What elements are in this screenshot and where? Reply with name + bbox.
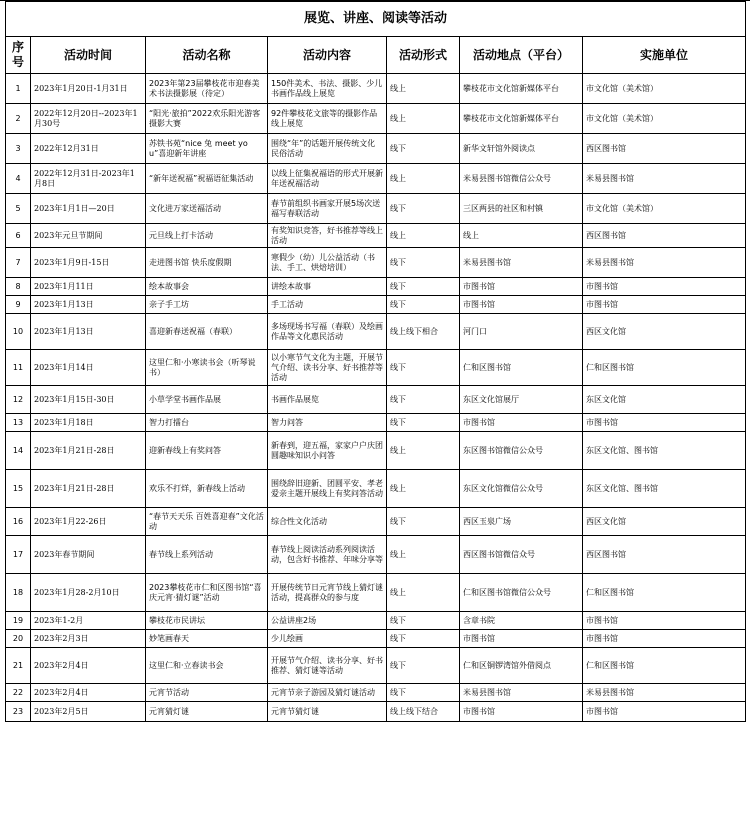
- activity-location-cell: 河门口: [460, 314, 583, 350]
- activity-time-cell: 2023年2月3日: [31, 630, 146, 648]
- activity-location-cell: 三区两县的社区和村镇: [460, 194, 583, 224]
- activity-content-cell: 春节线上阅读活动系列阅读活动，包含好书推荐、年味分享等: [268, 536, 387, 574]
- activity-content-cell: 开展节气介绍、读书分享、好书推荐、猜灯谜等活动: [268, 648, 387, 684]
- table-row: [6, 684, 746, 702]
- activity-format-cell: 线上: [387, 224, 460, 248]
- table-row: [6, 702, 746, 722]
- activity-time-cell: 2023年1-2月: [31, 612, 146, 630]
- table-row: [6, 314, 746, 350]
- activity-format-cell: 线上: [387, 432, 460, 470]
- column-header: 活动地点（平台）: [460, 37, 583, 74]
- activity-content-cell: 少儿绘画: [268, 630, 387, 648]
- organizer-cell: 东区文化馆、图书馆: [583, 432, 746, 470]
- activity-table: [5, 1, 746, 722]
- column-header: 序号: [6, 37, 31, 74]
- table-row: [6, 224, 746, 248]
- row-index-cell: 18: [6, 574, 31, 612]
- activity-name-cell: 这里仁和·小寒读书会（听琴说书）: [146, 350, 268, 386]
- row-index-cell: 17: [6, 536, 31, 574]
- activity-time-cell: 2023年1月22-26日: [31, 508, 146, 536]
- column-header: 活动内容: [268, 37, 387, 74]
- activity-format-cell: 线上: [387, 536, 460, 574]
- activity-format-cell: 线下: [387, 194, 460, 224]
- activity-time-cell: 2022年12月20日--2023年1月30号: [31, 104, 146, 134]
- table-row: [6, 104, 746, 134]
- activity-content-cell: 综合性文化活动: [268, 508, 387, 536]
- activity-name-cell: “新年送祝福”祝福语征集活动: [146, 164, 268, 194]
- activity-format-cell: 线下: [387, 296, 460, 314]
- activity-time-cell: 2023年1月13日: [31, 296, 146, 314]
- organizer-cell: 市图书馆: [583, 702, 746, 722]
- activity-time-cell: 2023年1月21日-28日: [31, 432, 146, 470]
- activity-content-cell: 以线上征集祝福语的形式开展新年送祝福活动: [268, 164, 387, 194]
- activity-content-cell: 书画作品展览: [268, 386, 387, 414]
- activity-name-cell: 春节线上系列活动: [146, 536, 268, 574]
- activity-content-cell: 元宵节猜灯谜: [268, 702, 387, 722]
- activity-format-cell: 线上: [387, 74, 460, 104]
- organizer-cell: 西区图书馆: [583, 224, 746, 248]
- table-row: [6, 296, 746, 314]
- organizer-cell: 米易县图书馆: [583, 164, 746, 194]
- row-index-cell: 6: [6, 224, 31, 248]
- row-index-cell: 1: [6, 74, 31, 104]
- activity-name-cell: 元宵猜灯谜: [146, 702, 268, 722]
- organizer-cell: 米易县图书馆: [583, 684, 746, 702]
- activity-time-cell: 2023年2月4日: [31, 684, 146, 702]
- activity-name-cell: 攀枝花市民讲坛: [146, 612, 268, 630]
- row-index-cell: 12: [6, 386, 31, 414]
- activity-time-cell: 2023年1月28-2月10日: [31, 574, 146, 612]
- activity-location-cell: 攀枝花市文化馆新媒体平台: [460, 74, 583, 104]
- activity-location-cell: 东区文化馆展厅: [460, 386, 583, 414]
- activity-name-cell: 苏铁书苑“nice 兔 meet you”喜迎新年讲座: [146, 134, 268, 164]
- table-row: [6, 74, 746, 104]
- activity-format-cell: 线下: [387, 414, 460, 432]
- table-row: [6, 630, 746, 648]
- activity-location-cell: 东区图书馆微信公众号: [460, 432, 583, 470]
- activity-format-cell: 线上: [387, 574, 460, 612]
- organizer-cell: 仁和区图书馆: [583, 574, 746, 612]
- organizer-cell: 西区图书馆: [583, 134, 746, 164]
- activity-name-cell: 小草学堂书画作品展: [146, 386, 268, 414]
- activity-content-cell: 以小寒节气文化为主题，开展节气介绍、读书分享、好书推荐等活动: [268, 350, 387, 386]
- activity-content-cell: 新春到，迎五福，家家户户庆团圆趣味知识小问答: [268, 432, 387, 470]
- activity-name-cell: “阳光·旅拍”2022欢乐阳光游客摄影大赛: [146, 104, 268, 134]
- organizer-cell: 市图书馆: [583, 296, 746, 314]
- table-title: 展览、讲座、阅读等活动: [6, 2, 746, 37]
- activity-time-cell: 2022年12月31日: [31, 134, 146, 164]
- activity-name-cell: 元旦线上打卡活动: [146, 224, 268, 248]
- activity-location-cell: 市图书馆: [460, 414, 583, 432]
- organizer-cell: 仁和区图书馆: [583, 648, 746, 684]
- row-index-cell: 11: [6, 350, 31, 386]
- row-index-cell: 20: [6, 630, 31, 648]
- organizer-cell: 市图书馆: [583, 278, 746, 296]
- row-index-cell: 4: [6, 164, 31, 194]
- row-index-cell: 23: [6, 702, 31, 722]
- row-index-cell: 21: [6, 648, 31, 684]
- activity-location-cell: 市图书馆: [460, 630, 583, 648]
- organizer-cell: 东区文化馆、图书馆: [583, 470, 746, 508]
- column-header: 活动名称: [146, 37, 268, 74]
- activity-name-cell: 亲子手工坊: [146, 296, 268, 314]
- row-index-cell: 13: [6, 414, 31, 432]
- table-header-row: [6, 37, 746, 74]
- activity-location-cell: 仁和区图书馆: [460, 350, 583, 386]
- row-index-cell: 3: [6, 134, 31, 164]
- activity-time-cell: 2023年2月4日: [31, 648, 146, 684]
- table-body: [6, 74, 746, 722]
- activity-format-cell: 线下: [387, 612, 460, 630]
- organizer-cell: 西区文化馆: [583, 508, 746, 536]
- activity-name-cell: 智力打擂台: [146, 414, 268, 432]
- activity-content-cell: 智力问答: [268, 414, 387, 432]
- table-row: [6, 248, 746, 278]
- activity-content-cell: 元宵节亲子游园及猜灯谜活动: [268, 684, 387, 702]
- column-header: 活动形式: [387, 37, 460, 74]
- activity-time-cell: 2023年1月9日-15日: [31, 248, 146, 278]
- table-row: [6, 278, 746, 296]
- activity-location-cell: 西区玉泉广场: [460, 508, 583, 536]
- activity-name-cell: 元宵节活动: [146, 684, 268, 702]
- row-index-cell: 9: [6, 296, 31, 314]
- activity-content-cell: 讲绘本故事: [268, 278, 387, 296]
- row-index-cell: 14: [6, 432, 31, 470]
- activity-location-cell: 东区文化馆微信公众号: [460, 470, 583, 508]
- table-row: [6, 508, 746, 536]
- table-row: [6, 386, 746, 414]
- activity-content-cell: 开展传统节日元宵节线上猜灯谜活动，提高群众的参与度: [268, 574, 387, 612]
- activity-time-cell: 2023年1月15日-30日: [31, 386, 146, 414]
- activity-content-cell: 多场现场书写福（春联）及绘画作品等文化惠民活动: [268, 314, 387, 350]
- activity-format-cell: 线下: [387, 648, 460, 684]
- activity-location-cell: 市图书馆: [460, 702, 583, 722]
- activity-location-cell: 米易县图书馆: [460, 684, 583, 702]
- activity-format-cell: 线上: [387, 104, 460, 134]
- table-row: [6, 164, 746, 194]
- activity-time-cell: 2023年1月14日: [31, 350, 146, 386]
- row-index-cell: 8: [6, 278, 31, 296]
- organizer-cell: 市图书馆: [583, 414, 746, 432]
- activity-format-cell: 线上: [387, 164, 460, 194]
- activity-time-cell: 2023年1月1日—20日: [31, 194, 146, 224]
- activity-time-cell: 2023年1月18日: [31, 414, 146, 432]
- activity-content-cell: 春节前组织书画家开展5场次送福写春联活动: [268, 194, 387, 224]
- activity-format-cell: 线下: [387, 508, 460, 536]
- column-header: 活动时间: [31, 37, 146, 74]
- row-index-cell: 19: [6, 612, 31, 630]
- organizer-cell: 西区图书馆: [583, 536, 746, 574]
- activity-location-cell: 线上: [460, 224, 583, 248]
- activity-format-cell: 线下: [387, 350, 460, 386]
- activity-location-cell: 米易县图书馆微信公众号: [460, 164, 583, 194]
- activity-format-cell: 线下: [387, 134, 460, 164]
- activity-time-cell: 2023年春节期间: [31, 536, 146, 574]
- activity-time-cell: 2023年1月21日-28日: [31, 470, 146, 508]
- activity-format-cell: 线下: [387, 684, 460, 702]
- activity-location-cell: 新华文轩馆外阅读点: [460, 134, 583, 164]
- activity-time-cell: 2023年1月20日-1月31日: [31, 74, 146, 104]
- activity-format-cell: 线下: [387, 248, 460, 278]
- table-row: [6, 350, 746, 386]
- activity-location-cell: 攀枝花市文化馆新媒体平台: [460, 104, 583, 134]
- activity-content-cell: 150件美术、书法、摄影、少儿书画作品线上展览: [268, 74, 387, 104]
- activity-content-cell: 寒假少（幼）儿公益活动（书法、手工、烘焙培训）: [268, 248, 387, 278]
- activity-name-cell: 欢乐不打烊，新春线上活动: [146, 470, 268, 508]
- row-index-cell: 16: [6, 508, 31, 536]
- table-row: [6, 536, 746, 574]
- activity-name-cell: 2023攀枝花市仁和区图书馆“喜庆元宵·猜灯谜”活动: [146, 574, 268, 612]
- activity-name-cell: “春节天天乐 百姓喜迎春”文化活动: [146, 508, 268, 536]
- table-row: [6, 612, 746, 630]
- organizer-cell: 市文化馆（美术馆）: [583, 194, 746, 224]
- activity-format-cell: 线上线下结合: [387, 702, 460, 722]
- activity-name-cell: 2023年第23届攀枝花市迎春美术书法摄影展（待定）: [146, 74, 268, 104]
- table-row: [6, 194, 746, 224]
- activity-content-cell: 公益讲座2场: [268, 612, 387, 630]
- activity-time-cell: 2023年1月11日: [31, 278, 146, 296]
- activity-content-cell: 92件攀枝花文旅等的摄影作品线上展览: [268, 104, 387, 134]
- organizer-cell: 米易县图书馆: [583, 248, 746, 278]
- row-index-cell: 22: [6, 684, 31, 702]
- activity-name-cell: 文化进万家送福活动: [146, 194, 268, 224]
- activity-name-cell: 妙笔画春天: [146, 630, 268, 648]
- activity-name-cell: 绘本故事会: [146, 278, 268, 296]
- organizer-cell: 市图书馆: [583, 612, 746, 630]
- table-row: [6, 414, 746, 432]
- activity-location-cell: 西区图书馆微信众号: [460, 536, 583, 574]
- table-row: [6, 470, 746, 508]
- organizer-cell: 市文化馆（美术馆）: [583, 104, 746, 134]
- activity-location-cell: 市图书馆: [460, 278, 583, 296]
- activity-content-cell: 手工活动: [268, 296, 387, 314]
- activity-location-cell: 含章书院: [460, 612, 583, 630]
- row-index-cell: 5: [6, 194, 31, 224]
- organizer-cell: 东区文化馆: [583, 386, 746, 414]
- row-index-cell: 7: [6, 248, 31, 278]
- activity-format-cell: 线下: [387, 278, 460, 296]
- activity-name-cell: 走进图书馆 快乐度假期: [146, 248, 268, 278]
- activity-location-cell: 仁和区铜锣湾馆外借阅点: [460, 648, 583, 684]
- table-row: [6, 574, 746, 612]
- table-row: [6, 648, 746, 684]
- activity-name-cell: 喜迎新春送祝福（春联）: [146, 314, 268, 350]
- organizer-cell: 市文化馆（美术馆）: [583, 74, 746, 104]
- activity-location-cell: 米易县图书馆: [460, 248, 583, 278]
- activity-time-cell: 2023年1月13日: [31, 314, 146, 350]
- row-index-cell: 10: [6, 314, 31, 350]
- activity-content-cell: 围绕辞旧迎新、团圆平安、孝老爱亲主题开展线上有奖问答活动: [268, 470, 387, 508]
- activity-time-cell: 2022年12月31日-2023年1月8日: [31, 164, 146, 194]
- activity-content-cell: 围绕“年”的话题开展传统文化民俗活动: [268, 134, 387, 164]
- row-index-cell: 2: [6, 104, 31, 134]
- table-row: [6, 134, 746, 164]
- organizer-cell: 仁和区图书馆: [583, 350, 746, 386]
- activity-format-cell: 线上线下相合: [387, 314, 460, 350]
- organizer-cell: 西区文化馆: [583, 314, 746, 350]
- activity-time-cell: 2023年元旦节期间: [31, 224, 146, 248]
- activity-content-cell: 有奖知识竞答，好书推荐等线上活动: [268, 224, 387, 248]
- activity-location-cell: 仁和区图书馆微信公众号: [460, 574, 583, 612]
- activity-format-cell: 线上: [387, 470, 460, 508]
- column-header: 实施单位: [583, 37, 746, 74]
- activity-name-cell: 这里仁和·立春读书会: [146, 648, 268, 684]
- activity-time-cell: 2023年2月5日: [31, 702, 146, 722]
- table-row: [6, 432, 746, 470]
- row-index-cell: 15: [6, 470, 31, 508]
- activity-table-container: [5, 1, 745, 722]
- organizer-cell: 市图书馆: [583, 630, 746, 648]
- activity-format-cell: 线下: [387, 630, 460, 648]
- activity-format-cell: 线下: [387, 386, 460, 414]
- activity-location-cell: 市图书馆: [460, 296, 583, 314]
- activity-name-cell: 迎新春线上有奖问答: [146, 432, 268, 470]
